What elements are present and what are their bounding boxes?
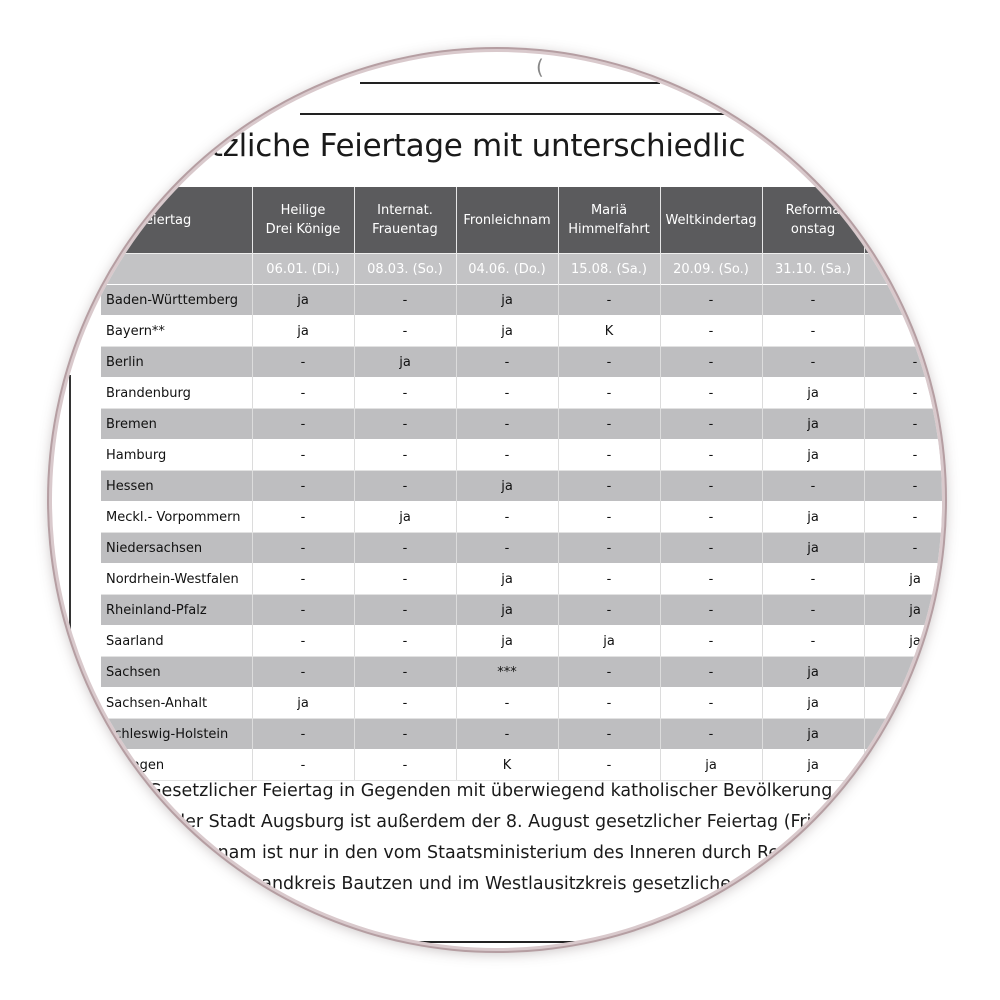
state-name: Niedersachsen <box>101 533 252 564</box>
cut-off-glyph: ( <box>536 55 544 79</box>
holiday-cell <box>864 750 942 781</box>
magnifier-lens <box>52 52 942 948</box>
state-name: Rheinland-Pfalz <box>101 595 252 626</box>
table-row <box>101 285 942 316</box>
state-name: Berlin <box>101 347 252 378</box>
holiday-cell: - <box>252 347 354 378</box>
state-name: Nordrhein-Westfalen <box>101 564 252 595</box>
holiday-cell: - <box>864 657 942 688</box>
holiday-cell: - <box>864 471 942 502</box>
holiday-cell: ja <box>864 564 942 595</box>
holiday-cell: - <box>354 688 456 719</box>
holiday-cell: - <box>456 440 558 471</box>
holiday-cell: ja <box>456 564 558 595</box>
state-name: Bayern** <box>101 316 252 347</box>
header-row <box>101 187 942 254</box>
holiday-cell: - <box>660 409 762 440</box>
holiday-cell: - <box>252 502 354 533</box>
table-row <box>101 657 942 688</box>
holiday-cell: - <box>558 533 660 564</box>
holiday-cell: - <box>864 347 942 378</box>
table-row <box>101 626 942 657</box>
table-row <box>101 719 942 750</box>
holiday-cell: - <box>558 409 660 440</box>
holiday-cell: - <box>354 564 456 595</box>
footnote: der Stadt Augsburg ist außerdem der 8. August gesetzlicher Feiertag (Fried <box>174 812 834 832</box>
holiday-cell: ja <box>762 378 864 409</box>
date-cell: 15.08. (Sa.) <box>558 254 660 285</box>
holiday-cell: - <box>252 533 354 564</box>
holiday-cell: - <box>558 378 660 409</box>
holiday-cell: - <box>558 750 660 781</box>
holiday-cell: - <box>660 657 762 688</box>
date-cell: 31.10. (Sa.) <box>762 254 864 285</box>
table-row <box>101 347 942 378</box>
holiday-cell: ja <box>252 285 354 316</box>
holiday-cell: - <box>354 626 456 657</box>
table-row <box>101 502 942 533</box>
left-border <box>69 375 71 640</box>
holiday-cell: - <box>762 564 864 595</box>
holiday-cell: ja <box>252 316 354 347</box>
holiday-cell: - <box>762 316 864 347</box>
holiday-cell: - <box>864 378 942 409</box>
holiday-cell: - <box>762 471 864 502</box>
holiday-cell: - <box>252 719 354 750</box>
holiday-cell: - <box>558 502 660 533</box>
state-name: Bremen <box>101 409 252 440</box>
holiday-cell: - <box>354 471 456 502</box>
column-header: Reforma onstag <box>762 187 864 254</box>
holiday-cell: - <box>354 657 456 688</box>
holiday-cell: ja <box>762 502 864 533</box>
table-row <box>101 316 942 347</box>
date-cell: 06.01. (Di.) <box>252 254 354 285</box>
table-row <box>101 595 942 626</box>
holiday-cell <box>864 285 942 316</box>
holiday-cell: - <box>354 595 456 626</box>
holiday-cell <box>864 688 942 719</box>
state-name: Hessen <box>101 471 252 502</box>
holiday-cell: - <box>660 564 762 595</box>
table-body <box>101 285 942 781</box>
holiday-cell: - <box>354 378 456 409</box>
column-header <box>864 187 942 254</box>
holiday-cell: ja <box>762 719 864 750</box>
holiday-cell <box>864 316 942 347</box>
holiday-cell: - <box>354 750 456 781</box>
holiday-cell: ja <box>558 626 660 657</box>
holiday-cell: - <box>660 533 762 564</box>
holiday-cell: - <box>558 657 660 688</box>
holiday-cell: - <box>252 657 354 688</box>
holiday-cell: - <box>558 285 660 316</box>
holiday-cell: - <box>558 564 660 595</box>
footnotes <box>148 776 838 900</box>
holiday-cell: ja <box>762 409 864 440</box>
state-name: Sachsen <box>101 657 252 688</box>
state-name: Baden-Württemberg <box>101 285 252 316</box>
holiday-cell: - <box>354 440 456 471</box>
holiday-cell: - <box>354 409 456 440</box>
holiday-cell: - <box>864 409 942 440</box>
holiday-cell: - <box>456 409 558 440</box>
date-cell: 08.03. (So.) <box>354 254 456 285</box>
holiday-cell: - <box>660 626 762 657</box>
table-row <box>101 471 942 502</box>
holiday-cell: - <box>558 595 660 626</box>
holiday-cell: *** <box>456 657 558 688</box>
holiday-cell: ja <box>762 688 864 719</box>
table-row <box>101 440 942 471</box>
holiday-cell: - <box>354 533 456 564</box>
table-row <box>101 533 942 564</box>
state-name: Hamburg <box>101 440 252 471</box>
holiday-cell: - <box>252 564 354 595</box>
holiday-table <box>101 187 942 781</box>
holiday-cell: - <box>354 719 456 750</box>
holiday-cell: - <box>660 285 762 316</box>
date-cell <box>864 254 942 285</box>
state-name: Sachsen-Anhalt <box>101 688 252 719</box>
table-row <box>101 409 942 440</box>
footnote: ichnam ist nur in den vom Staatsministerium des Inneren durch Re <box>192 843 780 863</box>
state-name: hüringen <box>101 750 252 781</box>
holiday-cell: ja <box>864 595 942 626</box>
holiday-cell: - <box>864 502 942 533</box>
table-row <box>101 688 942 719</box>
table-row <box>101 564 942 595</box>
holiday-cell: - <box>456 688 558 719</box>
holiday-cell: - <box>558 347 660 378</box>
document-page <box>52 52 942 948</box>
footnote: im Landkreis Bautzen und im Westlausitzkreis gesetzliche <box>224 874 732 894</box>
column-header: Mariä Himmelfahrt <box>558 187 660 254</box>
holiday-cell: - <box>252 595 354 626</box>
holiday-cell: - <box>660 595 762 626</box>
date-row <box>101 254 942 285</box>
date-cell: 04.06. (Do.) <box>456 254 558 285</box>
column-header: Heilige Drei Könige <box>252 187 354 254</box>
holiday-cell: - <box>660 440 762 471</box>
footnote: Gesetzlicher Feiertag in Gegenden mit überwiegend katholischer Bevölkerung. <box>148 781 838 801</box>
date-cell <box>101 254 252 285</box>
column-header: Internat. Frauentag <box>354 187 456 254</box>
holiday-cell: - <box>660 378 762 409</box>
holiday-cell: ja <box>456 316 558 347</box>
holiday-cell: - <box>762 626 864 657</box>
holiday-cell: ja <box>354 502 456 533</box>
date-cell: 20.09. (So.) <box>660 254 762 285</box>
holiday-cell: - <box>252 409 354 440</box>
state-name: Schleswig-Holstein <box>101 719 252 750</box>
table-row <box>101 378 942 409</box>
holiday-cell: - <box>456 719 558 750</box>
holiday-cell: - <box>660 719 762 750</box>
holiday-cell: ja <box>252 688 354 719</box>
column-header: Weltkindertag <box>660 187 762 254</box>
holiday-cell: - <box>558 688 660 719</box>
holiday-cell: - <box>252 440 354 471</box>
holiday-cell: - <box>660 502 762 533</box>
holiday-cell: ja <box>354 347 456 378</box>
holiday-cell: - <box>456 533 558 564</box>
holiday-cell: ja <box>762 750 864 781</box>
holiday-cell: ja <box>456 595 558 626</box>
holiday-cell: - <box>456 502 558 533</box>
holiday-cell: ja <box>456 471 558 502</box>
holiday-cell: - <box>762 285 864 316</box>
holiday-cell: - <box>456 347 558 378</box>
holiday-cell: ja <box>456 285 558 316</box>
holiday-cell: - <box>252 626 354 657</box>
holiday-cell: - <box>456 378 558 409</box>
holiday-cell: - <box>864 533 942 564</box>
holiday-cell: K <box>456 750 558 781</box>
state-name: Meckl.- Vorpommern <box>101 502 252 533</box>
holiday-cell: - <box>354 285 456 316</box>
holiday-cell: - <box>558 719 660 750</box>
holiday-cell: - <box>864 440 942 471</box>
holiday-cell: ja <box>864 626 942 657</box>
bottom-rule <box>380 941 620 943</box>
page-title: etzliche Feiertage mit unterschiedlic <box>192 128 746 164</box>
holiday-cell: ja <box>762 533 864 564</box>
state-name: Saarland <box>101 626 252 657</box>
header-rule <box>300 113 740 115</box>
holiday-cell: - <box>558 440 660 471</box>
holiday-cell: ja <box>762 657 864 688</box>
holiday-cell: - <box>660 316 762 347</box>
holiday-cell: ja <box>456 626 558 657</box>
holiday-cell: ja <box>660 750 762 781</box>
holiday-cell: - <box>252 471 354 502</box>
holiday-cell: - <box>558 471 660 502</box>
holiday-cell: K <box>558 316 660 347</box>
holiday-cell: - <box>762 595 864 626</box>
holiday-cell: - <box>660 471 762 502</box>
holiday-cell: - <box>660 347 762 378</box>
holiday-cell: - <box>660 688 762 719</box>
holiday-cell: - <box>762 347 864 378</box>
holiday-cell <box>864 719 942 750</box>
holiday-cell: - <box>252 378 354 409</box>
column-header: Fronleichnam <box>456 187 558 254</box>
column-header-holiday: eiertag <box>101 187 252 254</box>
holiday-cell: - <box>252 750 354 781</box>
top-rule <box>360 82 660 84</box>
state-name: Brandenburg <box>101 378 252 409</box>
holiday-cell: ja <box>762 440 864 471</box>
holiday-cell: - <box>354 316 456 347</box>
